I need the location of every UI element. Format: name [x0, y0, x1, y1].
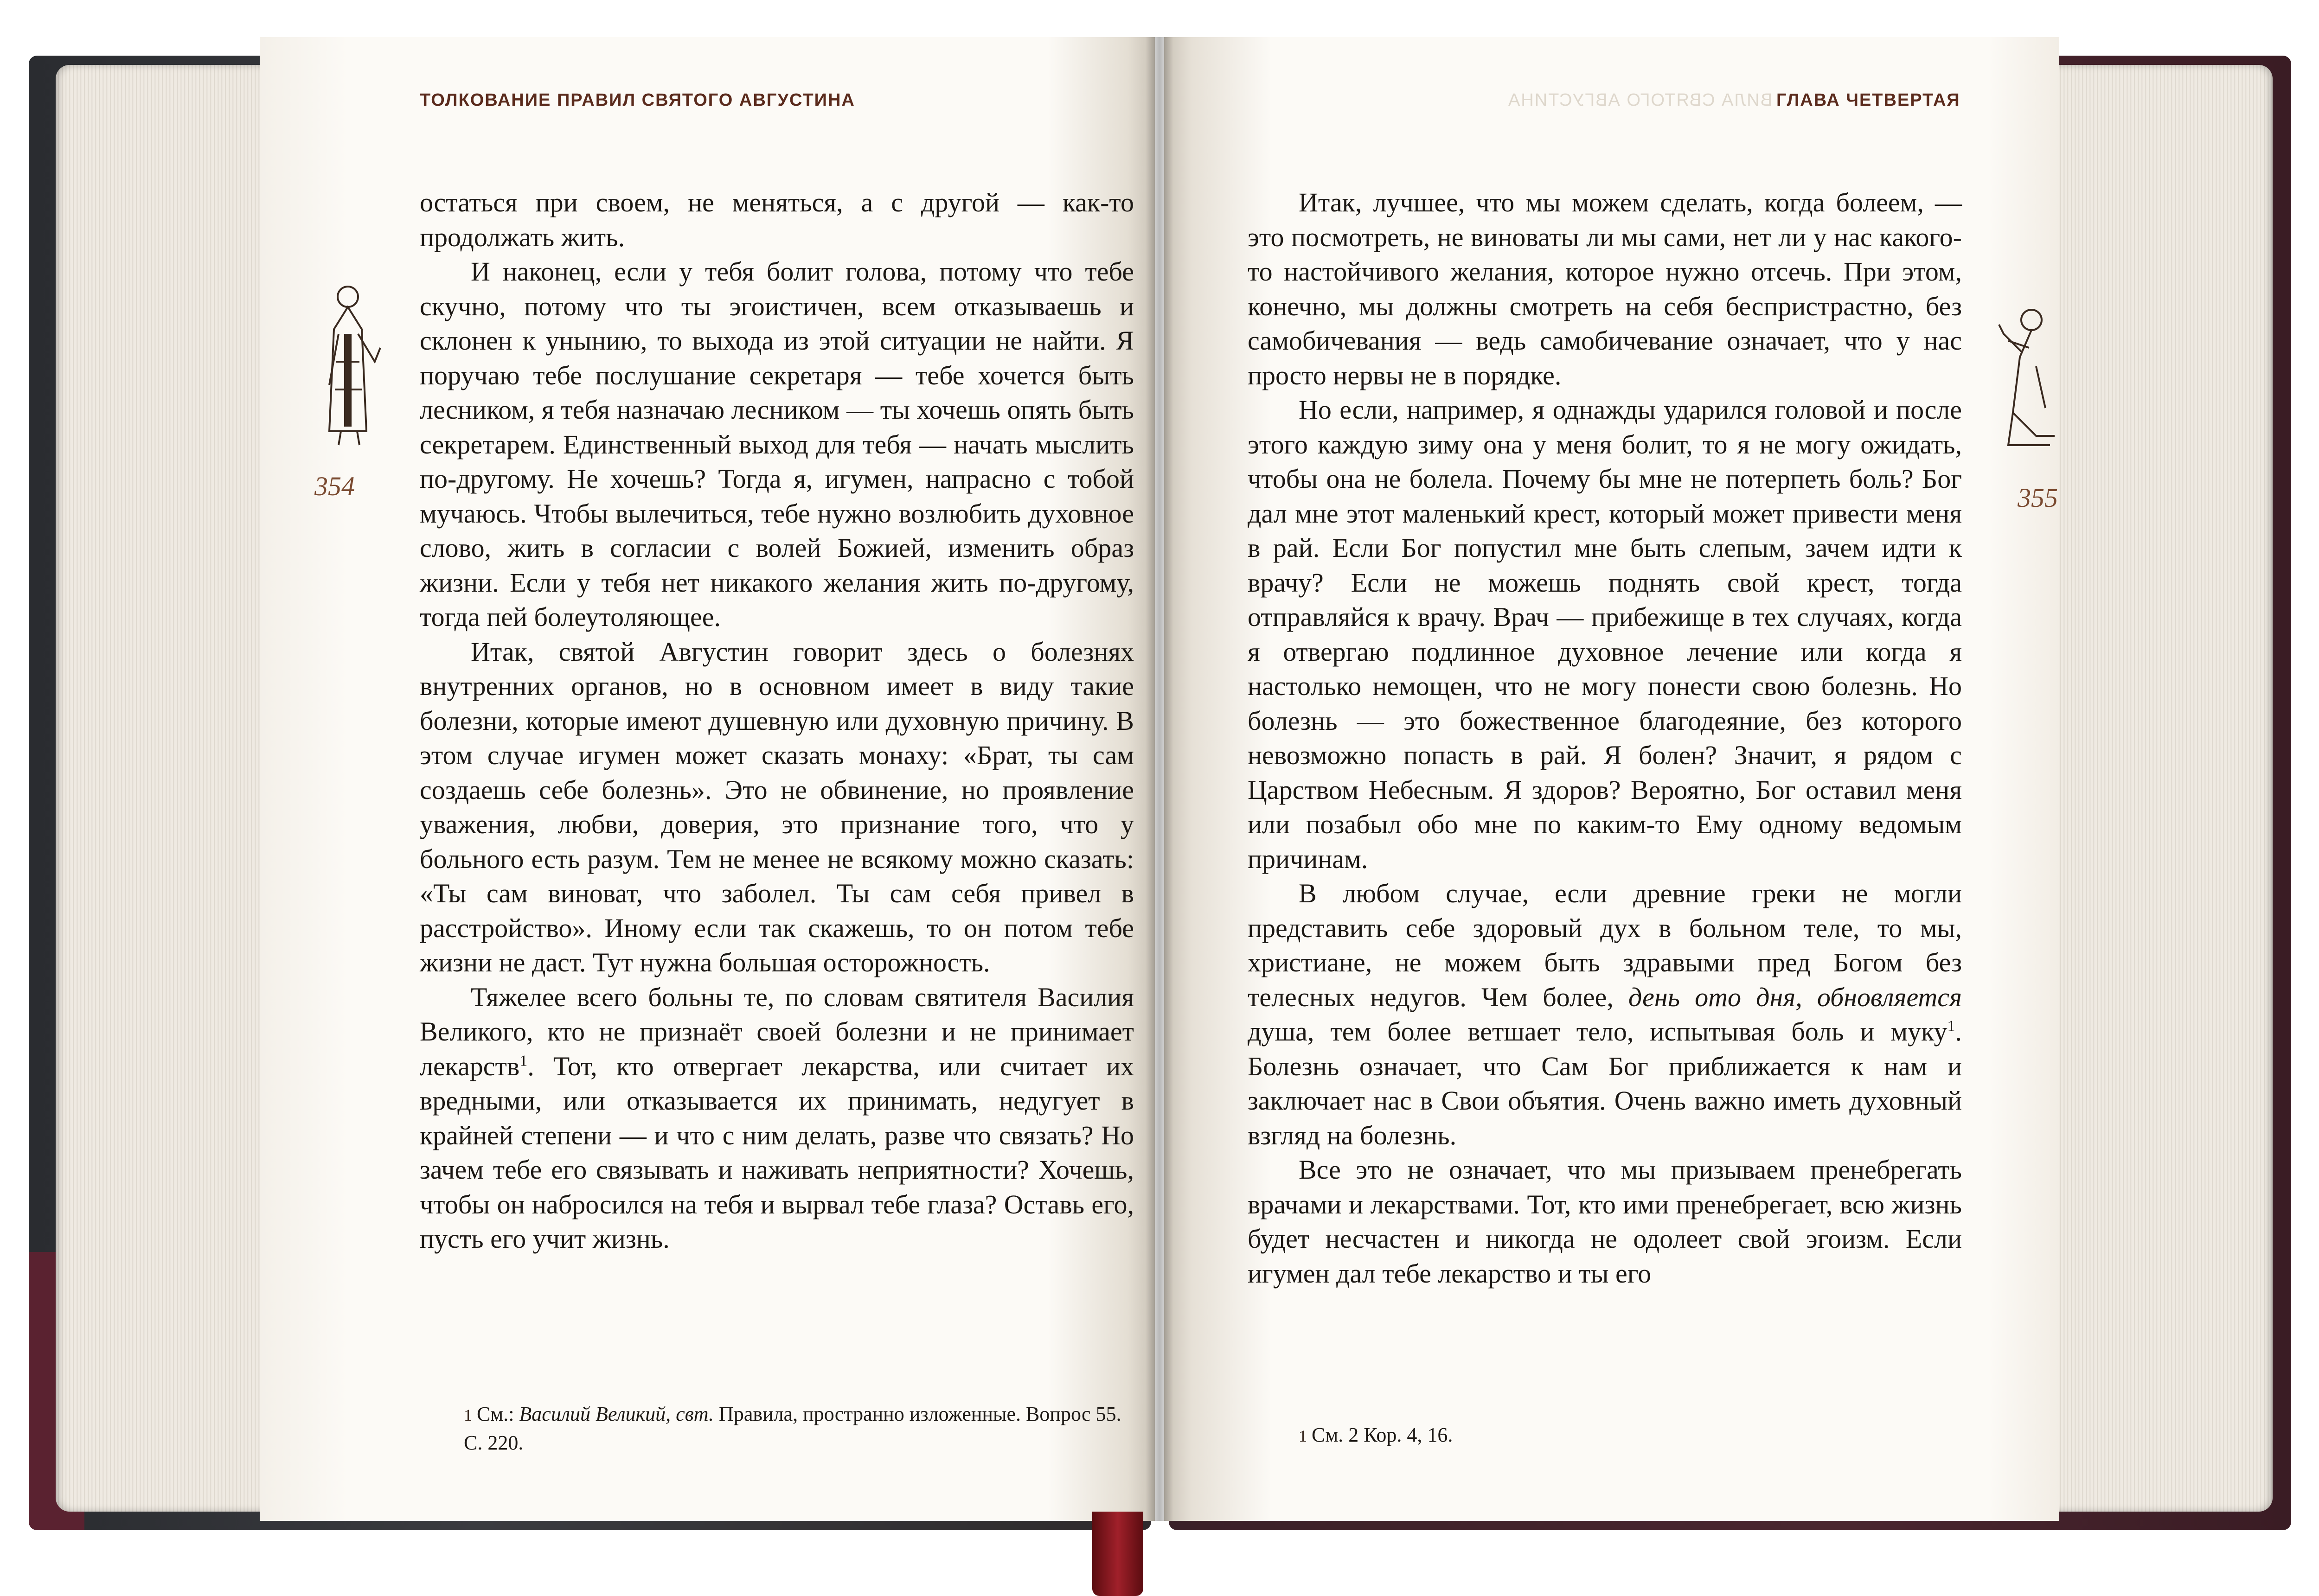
left-running-header: ТОЛКОВАНИЕ ПРАВИЛ СВЯТОГО АВГУСТИНА	[420, 90, 855, 110]
footnote-mark: 1	[464, 1406, 472, 1424]
footnote-author: Василий Великий, свт.	[519, 1403, 714, 1425]
right-paragraph-2: Но если, например, я однажды ударился головой и после этого каждую зиму она у меня болит, то я не могу ожидать, чтобы она не болела. Почему бы мне не потерпеть боль? Бог дал мне этот маленький крест, который может привести меня в рай. Если Бог попустил мне быть слепым, зачем идти к врачу? Если не можешь поднять свой крест, тогда отправляйся к врачу. Врач — прибежище в тех случаях, когда я отвергаю подлинное духовное лечение или когда я настолько немощен, что не могу понести свою болезнь. Но болезнь — это божественное благодеяние, без которого невозможно попасть в рай. Я болен? Значит, я рядом с Царством Небесным. Я здоров? Вероятно, Бог оставил меня или позабыл обо мне по каким-то Ему одному ведомым причинам.	[1248, 395, 1962, 874]
footnote-ref-mark: 1	[519, 1052, 528, 1070]
left-paragraph-4-a: Тяжелее всего больны те, по словам святителя Василия Великого, кто не признаёт своей болезни и не принимает лекарств	[420, 982, 1134, 1081]
right-paragraph-3-c: . Болезнь означает, что Сам Бог приближается к нам и заключает нас в Свои объятия. Очень важно иметь духовный взгляд на болезнь.	[1248, 1016, 1962, 1150]
bookmark-ribbon	[1092, 1512, 1143, 1596]
right-paragraph-4: Все это не означает, что мы призываем пренебрегать врачами и лекарствами. Тот, кто ими пренебрегает, всю жизнь будет несчастен и никогда не одолеет свой эгоизм. Если игумен дал тебе лекарство и ты его	[1248, 1155, 1962, 1289]
right-running-header: ГЛАВА ЧЕТВЕРТАЯ	[1776, 90, 1960, 110]
right-footnote	[1299, 1421, 1948, 1450]
saint-figure-icon	[315, 278, 390, 454]
right-footnote-ref-mark: 1	[1947, 1017, 1955, 1035]
page-edges-right	[2050, 65, 2273, 1512]
ghost-header: ВИЛА СВЯТОГО АВГУСТИНА	[1507, 90, 1772, 110]
kneeling-saint-icon	[1994, 297, 2069, 464]
right-page-number: 355	[2018, 483, 2058, 513]
left-paragraph-1: остаться при своем, не меняться, а с другой — как-то продолжать жить.	[420, 187, 1134, 252]
footnote-rest: Правила, пространно изложенные. Вопрос 55. С. 220.	[464, 1403, 1121, 1454]
right-paragraph-3	[1248, 876, 1962, 1153]
left-paragraph-3: Итак, святой Августин говорит здесь о болезнях внутренних органов, но в основном имеет в виду такие болезни, которые имеют душевную или духовную причину. В этом случае игумен может сказать монаху: «Брат, ты сам создаешь себе болезнь». Это не обвинение, но проявление уважения, любви, доверия, это признание того, что у больного есть разум. Тем не менее не всякому можно сказать: «Ты сам виноват, что заболел. Ты сам себя привел в расстройство». Иному если так скажешь, то он потом тебе жизни не даст. Тут нужна большая осторожность.	[420, 636, 1134, 977]
footnote-prefix: См.:	[477, 1403, 519, 1425]
left-text-column	[420, 185, 1134, 1257]
right-paragraph-3-a: В любом случае, если древние греки не могли представить себе здоровый дух в больном теле, то мы, христиане, не можем быть здравыми пред Богом без телесных недугов. Чем более,	[1248, 878, 1962, 1012]
left-footnote	[464, 1400, 1136, 1457]
left-paragraph-4	[420, 980, 1134, 1257]
right-paragraph-3-b: душа, тем более ветшает тело, испытывая боль и муку	[1248, 1016, 1947, 1047]
right-paragraph-1: Итак, лучшее, что мы можем сделать, когда болеем, — это посмотреть, не виноваты ли мы сами, нет ли у нас какого-то настойчивого желания, которое нужно отсечь. При этом, конечно, мы должны смотреть на себя беспристрастно, без самобичевания — ведь самобичевание означает, что у нас просто нервы не в порядке.	[1248, 187, 1962, 390]
page-edges-left	[56, 65, 269, 1512]
left-paragraph-4-b: . Тот, кто отвергает лекарства, или считает их вредными, или отказывается их принимать, недугует в крайней степени — и что с ним делать, разве что связать? Но зачем тебе его связывать и наживать неприятности? Хочешь, чтобы он набросился на тебя и вырвал тебе глаза? Оставь его, пусть его учит жизнь.	[420, 1051, 1134, 1254]
right-text-column	[1248, 185, 1962, 1291]
book-gutter	[1146, 37, 1173, 1521]
right-footnote-text: См. 2 Кор. 4, 16.	[1312, 1424, 1453, 1446]
right-paragraph-3-italic: день ото дня, обновляется	[1628, 982, 1962, 1012]
left-paragraph-2: И наконец, если у тебя болит голова, потому что тебе скучно, потому что ты эгоистичен, всем отказываешь и склонен к унынию, то выхода из этой ситуации не найти. Я поручаю тебе послушание секретаря — тебе хочется быть лесником, я тебя назначаю лесником — ты хочешь опять быть секретарем. Единственный выход для тебя — начать мыслить по-другому. Не хочешь? Тогда я, игумен, напрасно с тобой мучаюсь. Чтобы вылечиться, тебе нужно возлюбить духовное слово, жить в согласии с волей Божией, изменить образ жизни. Если у тебя нет никакого желания жить по-другому, тогда пей болеутоляющее.	[420, 256, 1134, 632]
right-footnote-mark: 1	[1299, 1427, 1307, 1445]
left-page-number: 354	[314, 471, 355, 501]
